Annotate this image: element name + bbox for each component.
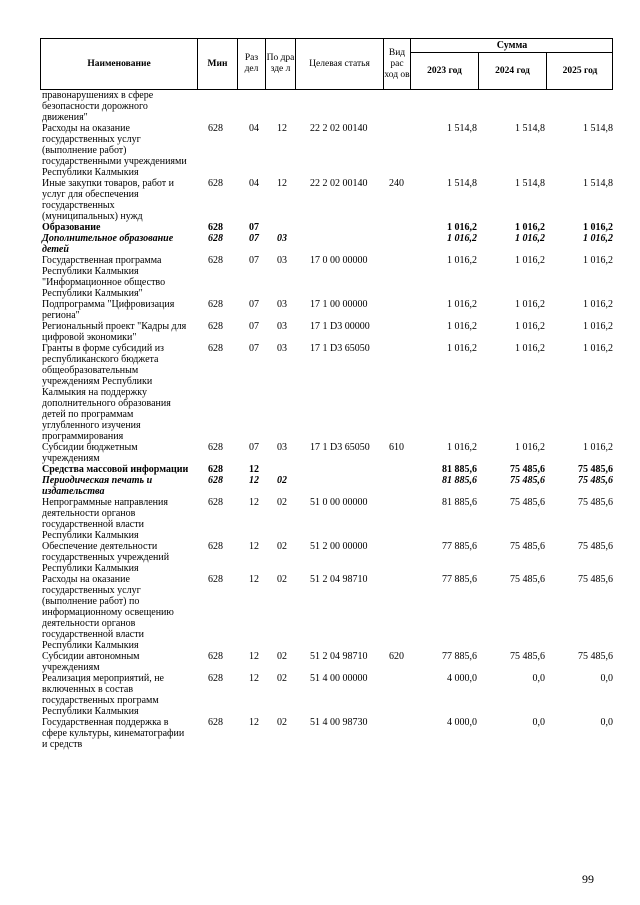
row-pod: 02 — [277, 541, 287, 552]
row-raz: 12 — [249, 541, 259, 552]
row-y3: 1 514,8 — [583, 123, 613, 134]
row-y2: 1 016,2 — [515, 442, 545, 453]
row-y1: 1 514,8 — [447, 178, 477, 189]
row-cs: 51 4 00 98730 — [310, 717, 368, 728]
row-min: 628 — [208, 475, 223, 486]
row-raz: 12 — [249, 673, 259, 684]
row-min: 628 — [208, 673, 223, 684]
row-y3: 1 016,2 — [583, 442, 613, 453]
table-row — [40, 222, 613, 233]
header-summa: Сумма — [411, 39, 613, 53]
row-min: 628 — [208, 299, 223, 310]
table-row — [40, 574, 613, 651]
row-raz: 12 — [249, 717, 259, 728]
row-cs: 17 1 D3 65050 — [310, 343, 370, 354]
row-y3: 75 485,6 — [578, 651, 613, 662]
table-row — [40, 123, 613, 178]
table-row — [40, 178, 613, 222]
row-y1: 77 885,6 — [442, 574, 477, 585]
table-row — [40, 321, 613, 343]
table-header — [40, 38, 613, 90]
row-y3: 1 016,2 — [583, 321, 613, 332]
row-name: Субсидии бюджетным учреждениям — [42, 442, 138, 464]
row-cs: 17 0 00 00000 — [310, 255, 368, 266]
table-row — [40, 90, 613, 123]
row-name: Образование — [42, 222, 101, 233]
row-pod: 02 — [277, 497, 287, 508]
row-y2: 75 485,6 — [510, 475, 545, 486]
row-pod: 02 — [277, 651, 287, 662]
row-min: 628 — [208, 222, 223, 233]
table-row — [40, 651, 613, 673]
row-y1: 1 016,2 — [447, 343, 477, 354]
row-name: Подпрограмма "Цифровизация региона" — [42, 299, 175, 321]
row-y2: 1 514,8 — [515, 178, 545, 189]
row-raz: 04 — [249, 178, 259, 189]
table-row — [40, 299, 613, 321]
row-y3: 0,0 — [600, 673, 613, 684]
row-name: Периодическая печать и издательства — [42, 475, 153, 497]
row-raz: 12 — [249, 464, 259, 475]
row-name: Гранты в форме субсидий из республиканского бюджета общеобразовательным учреждениям Республики Калмыкия на поддержку дополнительного образования детей по программам углубленного изучения программирования — [42, 343, 171, 442]
header-min: Мин — [198, 39, 238, 89]
row-y2: 1 016,2 — [515, 222, 545, 233]
row-min: 628 — [208, 321, 223, 332]
row-y3: 0,0 — [600, 717, 613, 728]
header-year-2: 2024 год — [479, 53, 547, 89]
row-y2: 1 016,2 — [515, 321, 545, 332]
header-year-1: 2023 год — [411, 53, 479, 89]
row-cs: 17 1 D3 00000 — [310, 321, 370, 332]
row-min: 628 — [208, 574, 223, 585]
row-min: 628 — [208, 255, 223, 266]
row-vr: 240 — [389, 178, 404, 189]
row-y1: 1 016,2 — [447, 321, 477, 332]
row-pod: 03 — [277, 233, 287, 244]
row-y2: 0,0 — [532, 673, 545, 684]
row-y1: 81 885,6 — [442, 464, 477, 475]
row-cs: 51 2 04 98710 — [310, 574, 368, 585]
row-y3: 75 485,6 — [578, 574, 613, 585]
row-name: Государственная поддержка в сфере культуры, кинематографии и средств — [42, 717, 185, 750]
row-pod: 03 — [277, 442, 287, 453]
row-raz: 07 — [249, 321, 259, 332]
row-name: Субсидии автономным учреждениям — [42, 651, 140, 673]
row-raz: 04 — [249, 123, 259, 134]
row-y2: 75 485,6 — [510, 497, 545, 508]
row-min: 628 — [208, 464, 223, 475]
row-min: 628 — [208, 442, 223, 453]
header-razdel: Раз дел — [238, 39, 266, 89]
row-min: 628 — [208, 541, 223, 552]
row-raz: 07 — [249, 442, 259, 453]
row-raz: 07 — [249, 299, 259, 310]
row-pod: 03 — [277, 321, 287, 332]
header-year-3: 2025 год — [562, 66, 598, 76]
row-min: 628 — [208, 123, 223, 134]
row-y1: 4 000,0 — [447, 717, 477, 728]
row-name: Государственная программа Республики Калмыкия "Информационное общество Республики Калмыкия" — [42, 255, 166, 299]
row-vr: 620 — [389, 651, 404, 662]
row-y3: 1 016,2 — [583, 343, 613, 354]
row-min: 628 — [208, 233, 223, 244]
row-min: 628 — [208, 497, 223, 508]
table-row — [40, 343, 613, 442]
row-vr: 610 — [389, 442, 404, 453]
row-raz: 12 — [249, 651, 259, 662]
table-row — [40, 442, 613, 464]
row-name: Средства массовой информации — [42, 464, 189, 475]
table-row — [40, 541, 613, 574]
header-celevaya: Целевая статья — [296, 39, 384, 89]
row-min: 628 — [208, 651, 223, 662]
header-podrazdel: По дра зде л — [266, 39, 296, 89]
row-cs: 17 1 D3 65050 — [310, 442, 370, 453]
row-y1: 1 016,2 — [447, 233, 477, 244]
row-min: 628 — [208, 343, 223, 354]
row-y3: 1 514,8 — [583, 178, 613, 189]
row-raz: 07 — [249, 222, 259, 233]
row-y3: 75 485,6 — [578, 464, 613, 475]
row-raz: 07 — [249, 255, 259, 266]
row-name: Дополнительное образование детей — [42, 233, 174, 255]
table-row — [40, 255, 613, 299]
row-y2: 1 016,2 — [515, 233, 545, 244]
table-row — [40, 464, 613, 475]
row-pod: 03 — [277, 255, 287, 266]
row-pod: 02 — [277, 673, 287, 684]
row-name: Региональный проект "Кадры для цифровой экономики" — [42, 321, 187, 343]
table-row — [40, 497, 613, 541]
row-y1: 1 514,8 — [447, 123, 477, 134]
row-y3: 1 016,2 — [583, 255, 613, 266]
row-y2: 1 016,2 — [515, 299, 545, 310]
row-y1: 81 885,6 — [442, 475, 477, 486]
row-pod: 02 — [277, 475, 287, 486]
header-vid: Вид рас ход ов — [384, 39, 411, 89]
row-y3: 1 016,2 — [583, 222, 613, 233]
row-name: Обеспечение деятельности государственных учреждений Республики Калмыкия — [42, 541, 170, 574]
row-pod: 02 — [277, 574, 287, 585]
row-cs: 51 0 00 00000 — [310, 497, 368, 508]
row-y1: 1 016,2 — [447, 255, 477, 266]
table-row — [40, 673, 613, 717]
row-name: Расходы на оказание государственных услуг (выполнение работ) государственными учреждениями Республики Калмыкия — [42, 123, 187, 178]
row-raz: 12 — [249, 497, 259, 508]
row-cs: 51 2 04 98710 — [310, 651, 368, 662]
table-row — [40, 233, 613, 255]
row-raz: 12 — [249, 475, 259, 486]
row-y2: 75 485,6 — [510, 464, 545, 475]
row-y1: 77 885,6 — [442, 651, 477, 662]
row-pod: 02 — [277, 717, 287, 728]
row-y3: 1 016,2 — [583, 233, 613, 244]
row-name: правонарушениях в сфере безопасности дорожного движения" — [42, 90, 154, 123]
row-y1: 1 016,2 — [447, 442, 477, 453]
table-body — [40, 90, 613, 750]
row-y2: 75 485,6 — [510, 574, 545, 585]
row-cs: 22 2 02 00140 — [310, 178, 368, 189]
row-y1: 4 000,0 — [447, 673, 477, 684]
row-y3: 1 016,2 — [583, 299, 613, 310]
row-raz: 12 — [249, 574, 259, 585]
row-y3: 75 485,6 — [578, 541, 613, 552]
row-y3: 75 485,6 — [578, 497, 613, 508]
row-raz: 07 — [249, 343, 259, 354]
row-pod: 03 — [277, 343, 287, 354]
row-y2: 1 016,2 — [515, 255, 545, 266]
row-name: Реализация мероприятий, не включенных в состав государственных программ Республики Калмыкия — [42, 673, 164, 717]
table-row — [40, 475, 613, 497]
row-y2: 75 485,6 — [510, 541, 545, 552]
row-cs: 17 1 00 00000 — [310, 299, 368, 310]
page-number: 99 — [582, 872, 594, 886]
row-pod: 12 — [277, 123, 287, 134]
row-y3: 75 485,6 — [578, 475, 613, 486]
row-min: 628 — [208, 717, 223, 728]
table-row — [40, 717, 613, 750]
row-min: 628 — [208, 178, 223, 189]
row-y2: 0,0 — [532, 717, 545, 728]
row-y1: 1 016,2 — [447, 222, 477, 233]
header-name: Наименование — [41, 39, 198, 89]
row-pod: 12 — [277, 178, 287, 189]
row-y2: 1 016,2 — [515, 343, 545, 354]
row-name: Непрограммные направления деятельности органов государственной власти Республики Калмыкия — [42, 497, 168, 541]
row-name: Иные закупки товаров, работ и услуг для обеспечения государственных (муниципальных) нужд — [42, 178, 175, 222]
row-y2: 1 514,8 — [515, 123, 545, 134]
row-cs: 51 2 00 00000 — [310, 541, 368, 552]
row-y1: 77 885,6 — [442, 541, 477, 552]
row-y1: 81 885,6 — [442, 497, 477, 508]
row-y1: 1 016,2 — [447, 299, 477, 310]
row-name: Расходы на оказание государственных услуг (выполнение работ) по информационному освещению деятельности органов государственной власти Республики Калмыкия — [42, 574, 174, 651]
row-cs: 22 2 02 00140 — [310, 123, 368, 134]
row-raz: 07 — [249, 233, 259, 244]
row-y2: 75 485,6 — [510, 651, 545, 662]
row-cs: 51 4 00 00000 — [310, 673, 368, 684]
row-pod: 03 — [277, 299, 287, 310]
